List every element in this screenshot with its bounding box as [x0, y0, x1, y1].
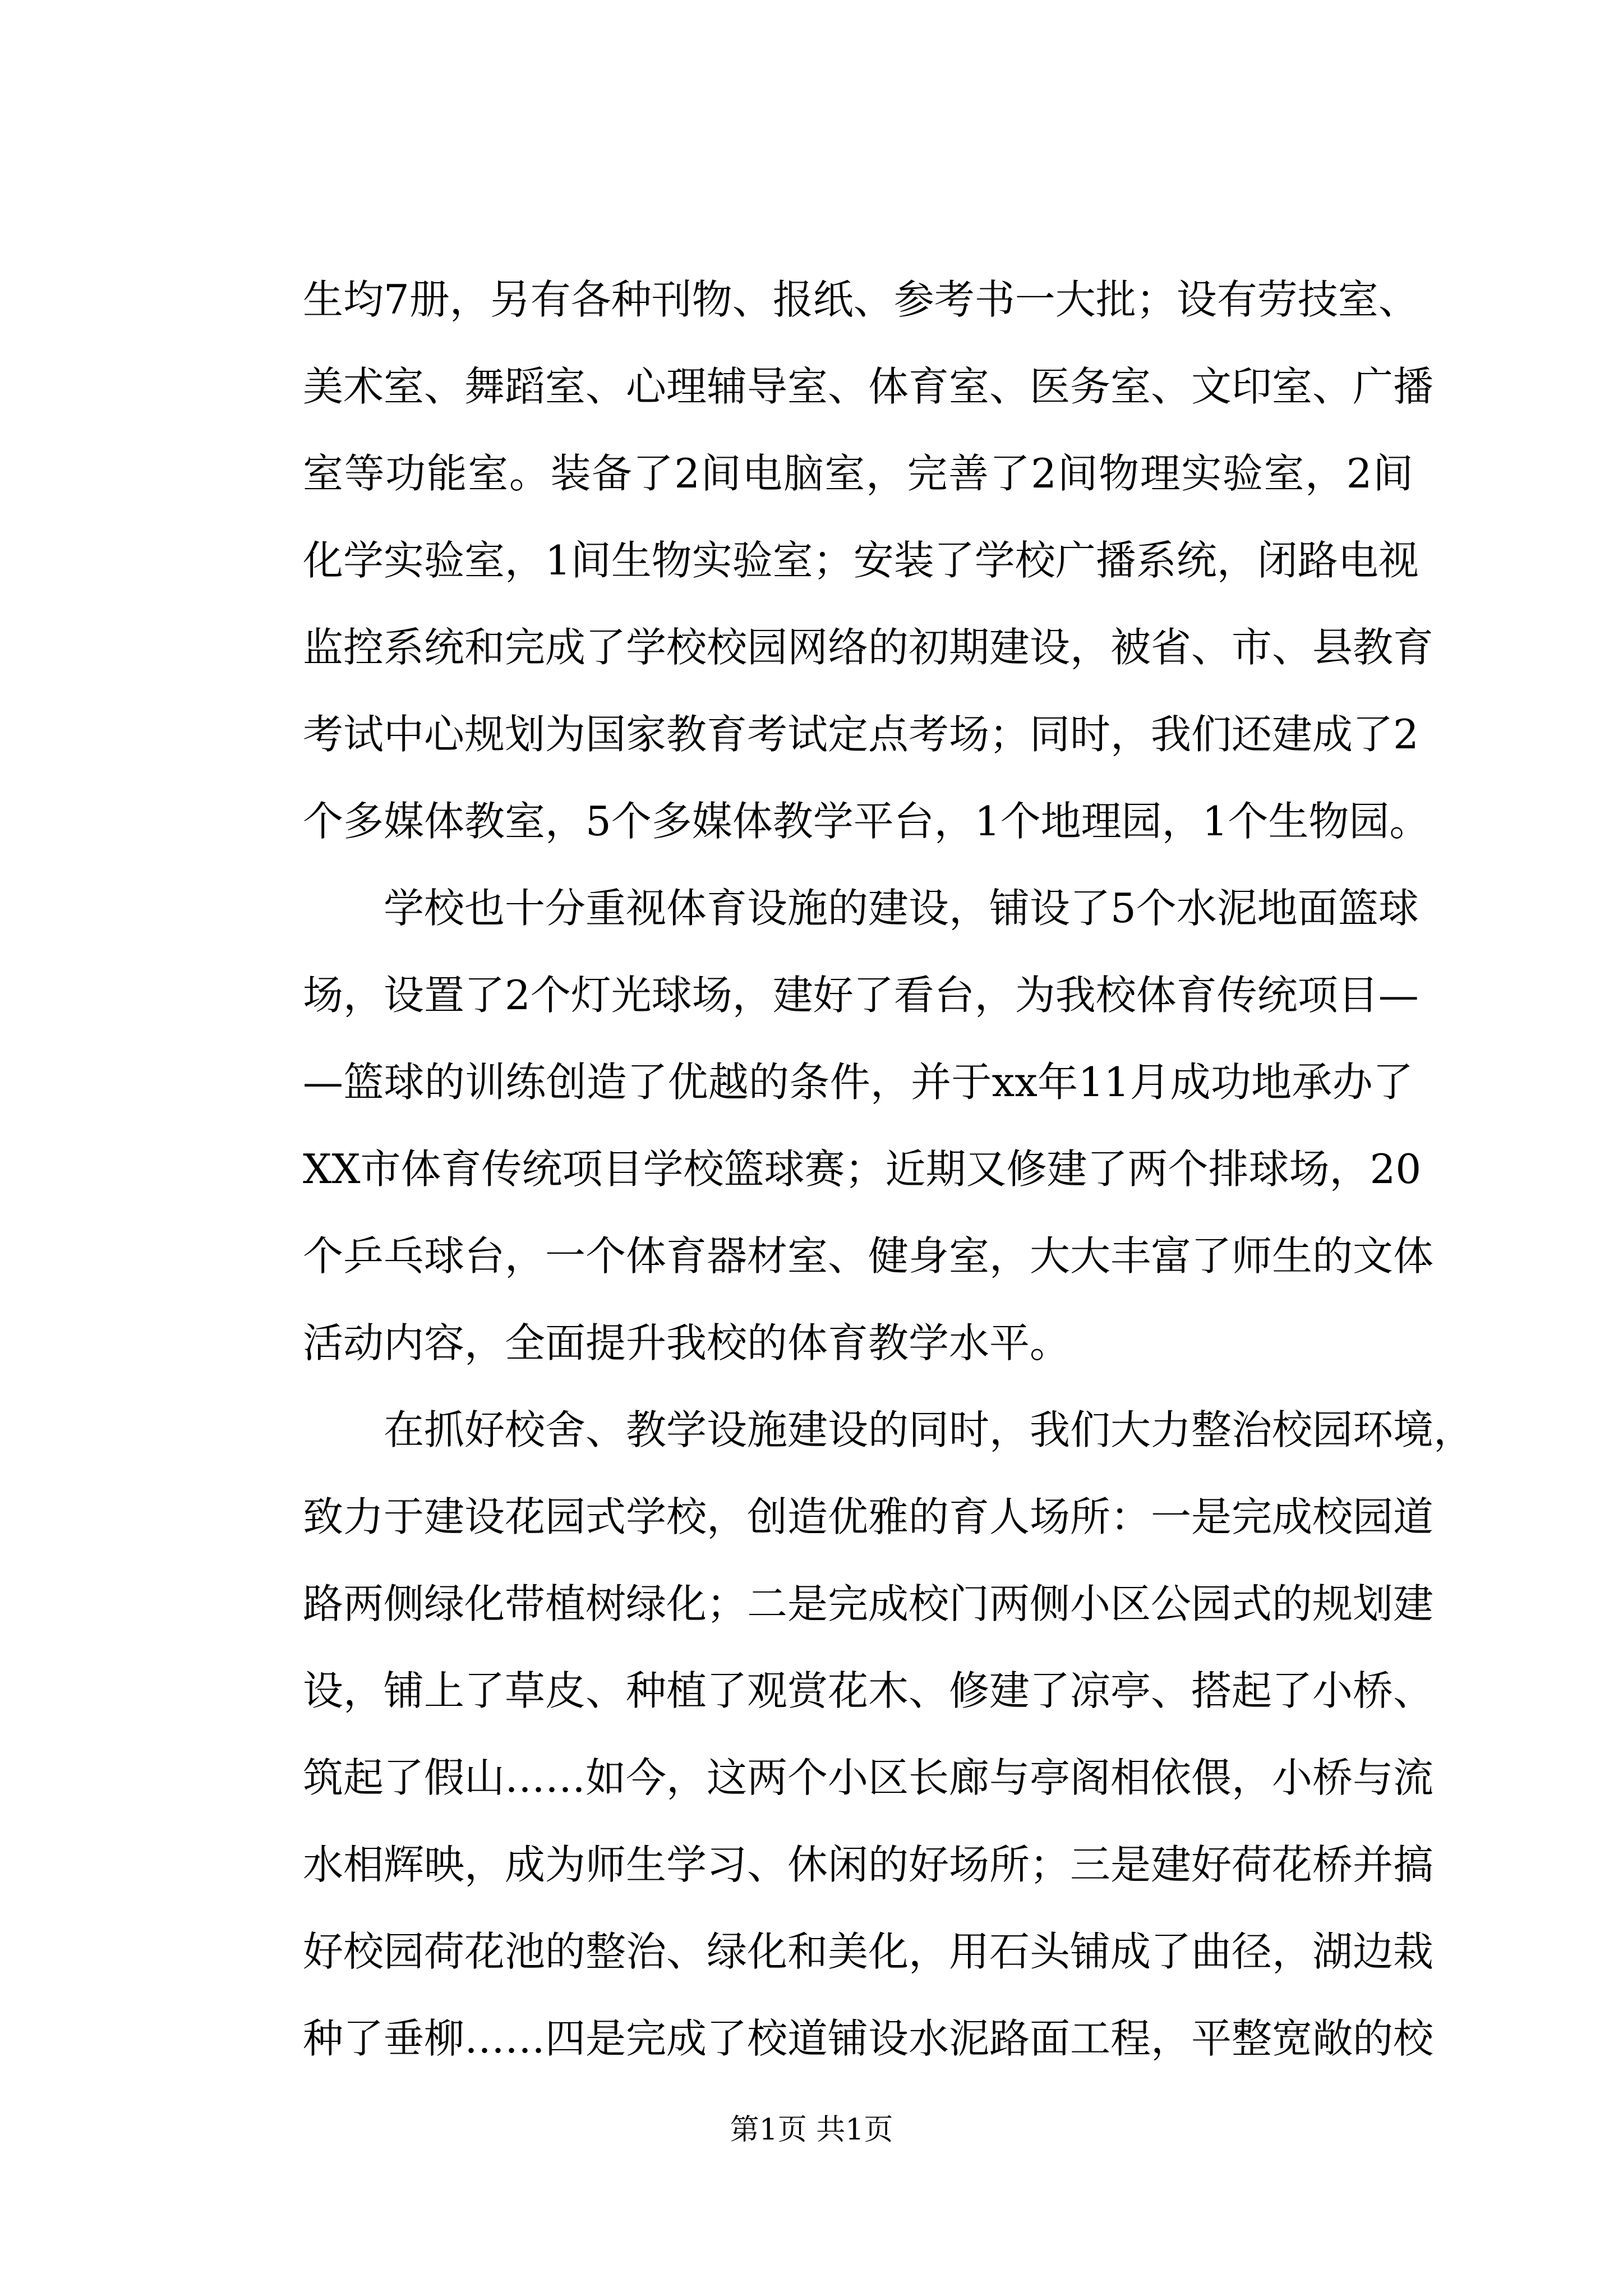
- paragraph-first-line: 学校也十分重视体育设施的建设，铺设了5个水泥地面篮球: [384, 885, 1419, 932]
- text-line: —篮球的训练创造了优越的条件，并于xx年11月成功地承办了: [303, 1059, 1413, 1106]
- text-line: 个乒乓球台，一个体育器材室、健身室，大大丰富了师生的文体: [303, 1232, 1434, 1280]
- text-line: 场，设置了2个灯光球场，建好了看台，为我校体育传统项目—: [303, 972, 1419, 1019]
- text-line: 个多媒体教室，5个多媒体教学平台，1个地理园，1个生物园。: [303, 798, 1430, 845]
- text-line: XX市体育传统项目学校篮球赛；近期又修建了两个排球场，20: [303, 1145, 1422, 1193]
- text-line: 水相辉映，成为师生学习、休闲的好场所；三是建好荷花桥并搞: [303, 1841, 1434, 1888]
- text-line: 筑起了假山……如今，这两个小区长廊与亭阁相依偎，小桥与流: [303, 1754, 1434, 1801]
- text-line: 好校园荷花池的整治、绿化和美化，用石头铺成了曲径，湖边栽: [303, 1928, 1434, 1975]
- paragraph-first-line: 在抓好校舍、教学设施建设的同时，我们大力整治校园环境，: [384, 1406, 1474, 1453]
- page-number-footer: 第1页 共1页: [730, 2113, 893, 2147]
- paragraph-last-line: 活动内容，全面提升我校的体育教学水平。: [303, 1319, 1071, 1366]
- text-line: 美术室、舞蹈室、心理辅导室、体育室、医务室、文印室、广播: [303, 363, 1434, 410]
- text-line: 种了垂柳……四是完成了校道铺设水泥路面工程，平整宽敞的校: [303, 2015, 1434, 2062]
- text-line: 考试中心规划为国家教育考试定点考场；同时，我们还建成了2: [303, 711, 1419, 758]
- text-line: 室等功能室。装备了2间电脑室，完善了2间物理实验室，2间: [303, 450, 1413, 497]
- text-line: 生均7册，另有各种刊物、报纸、参考书一大批；设有劳技室、: [303, 276, 1419, 323]
- text-line: 路两侧绿化带植树绿化；二是完成校门两侧小区公园式的规划建: [303, 1580, 1434, 1627]
- text-line: 化学实验室，1间生物实验室；安装了学校广播系统，闭路电视: [303, 537, 1419, 584]
- text-line: 致力于建设花园式学校，创造优雅的育人场所：一是完成校园道: [303, 1493, 1434, 1540]
- text-line: 设，铺上了草皮、种植了观赏花木、修建了凉亭、搭起了小桥、: [303, 1667, 1434, 1714]
- text-line: 监控系统和完成了学校校园网络的初期建设，被省、市、县教育: [303, 624, 1434, 671]
